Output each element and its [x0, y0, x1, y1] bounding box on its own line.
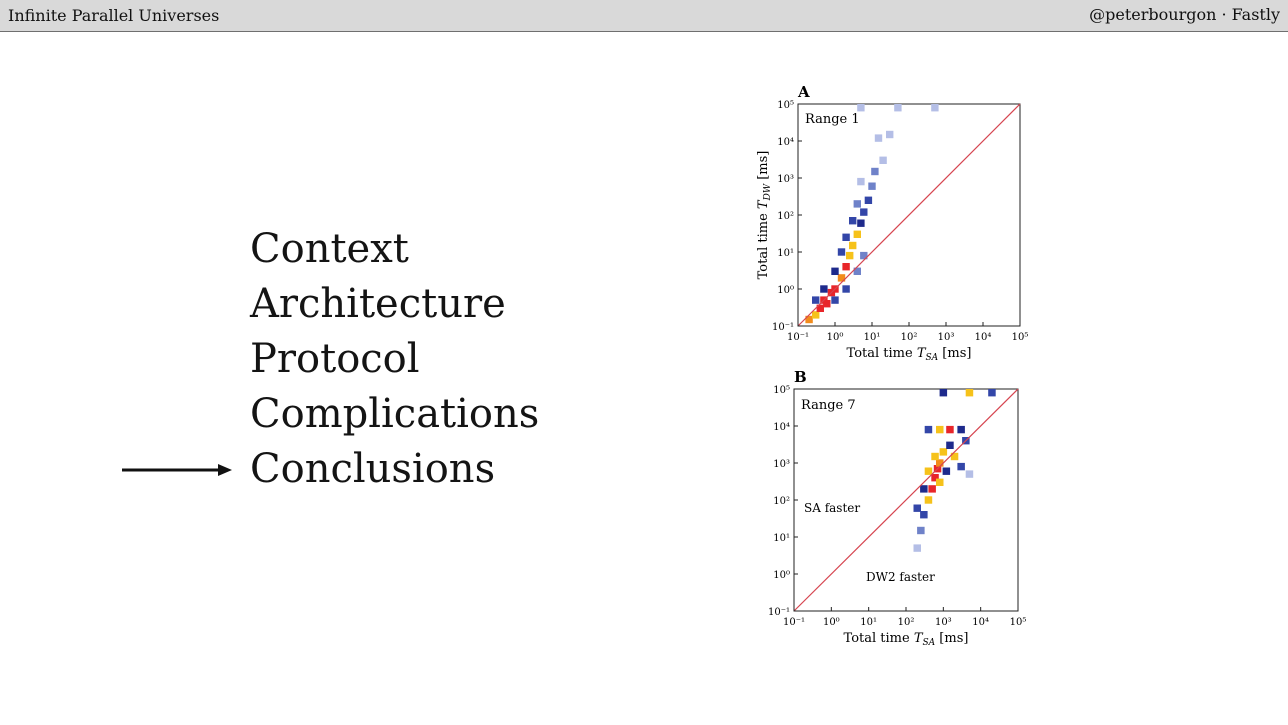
x-axis-label-a: Total time $T_{SA}$ [ms]: [846, 346, 972, 363]
heatmap-cell: [914, 505, 922, 512]
range-label-b: Range 7: [801, 398, 856, 413]
heatmap-cell: [936, 479, 944, 486]
heatmap-cell: [854, 200, 861, 207]
heatmap-cell: [812, 311, 819, 318]
heatmap-cell: [854, 231, 861, 238]
heatmap-cell: [920, 485, 928, 492]
range-label-a: Range 1: [805, 112, 860, 127]
heatmap-cell: [857, 104, 864, 111]
top-bar: [0, 0, 1288, 32]
y-tick-label: 10⁴: [773, 422, 790, 433]
heatmap-cell: [931, 453, 939, 460]
y-tick-label: 10⁰: [777, 285, 794, 296]
x-tick-label: 10¹: [863, 332, 881, 343]
panel-b: [768, 368, 1026, 648]
y-axis-label-a: Total time $T_{DW}$ [ms]: [756, 150, 773, 280]
panel-label-a: A: [798, 83, 810, 101]
heatmap-cell: [940, 389, 948, 396]
y-tick-label: 10¹: [773, 533, 790, 544]
heatmap-cell: [831, 268, 838, 275]
heatmap-cell: [838, 248, 845, 255]
x-tick-label: 10²: [897, 617, 915, 628]
y-tick-label: 10³: [777, 174, 794, 185]
agenda-item-context: Context: [250, 226, 409, 272]
heatmap-cell: [865, 197, 872, 204]
heatmap-cell: [936, 459, 944, 466]
x-tick-label: 10⁴: [972, 617, 990, 628]
heatmap-cell: [842, 234, 849, 241]
x-tick-label: 10³: [937, 332, 955, 343]
heatmap-cell: [812, 296, 819, 303]
y-tick-label: 10²: [773, 496, 790, 507]
heatmap-cell: [842, 285, 849, 292]
heatmap-cell: [940, 448, 948, 455]
heatmap-cell: [875, 134, 882, 141]
heatmap-cell: [886, 131, 893, 138]
heatmap-cell: [914, 544, 922, 551]
heatmap-cell: [823, 300, 830, 307]
heatmap-cell: [860, 208, 867, 215]
y-tick-label: 10⁵: [777, 100, 794, 111]
y-tick-label: 10⁻¹: [771, 322, 794, 333]
agenda-item-complications: Complications: [250, 391, 540, 437]
heatmap-cell: [831, 296, 838, 303]
heatmap-cell: [849, 217, 856, 224]
heatmap-cell: [871, 168, 878, 175]
y-tick-label: 10³: [773, 459, 790, 470]
x-tick-label: 10⁰: [826, 332, 844, 343]
heatmap-cell: [917, 527, 925, 534]
heatmap-cell: [936, 426, 944, 433]
heatmap-cell: [925, 426, 933, 433]
annotation-dw2-faster: DW2 faster: [866, 570, 935, 584]
x-tick-label: 10⁵: [1009, 617, 1027, 628]
heatmap-cell: [943, 468, 951, 475]
heatmap-cell: [957, 463, 965, 470]
heatmap-cell: [925, 496, 933, 503]
y-tick-label: 10⁰: [773, 570, 790, 581]
annotation-sa-faster: SA faster: [804, 501, 861, 515]
y-tick-label: 10²: [777, 211, 794, 222]
presentation-title: Infinite Parallel Universes: [8, 6, 220, 25]
x-tick-label: 10⁵: [1011, 332, 1029, 343]
x-tick-label: 10⁻¹: [786, 332, 810, 343]
agenda-item-conclusions: Conclusions: [250, 446, 496, 492]
heatmap-cell: [857, 178, 864, 185]
heatmap-cell: [849, 242, 856, 249]
x-tick-label: 10²: [900, 332, 918, 343]
heatmap-cell: [842, 263, 849, 270]
heatmap-cell: [846, 252, 853, 259]
heatmap-cell: [988, 389, 996, 396]
y-tick-label: 10⁻¹: [767, 607, 790, 618]
heatmap-cell: [820, 285, 827, 292]
agenda-list: [250, 222, 539, 497]
agenda-item-protocol: Protocol: [250, 336, 420, 382]
heatmap-cell: [966, 470, 974, 477]
x-tick-label: 10⁻¹: [782, 617, 806, 628]
x-axis-label-b: Total time $T_{SA}$ [ms]: [843, 631, 969, 648]
y-tick-label: 10⁵: [773, 385, 790, 396]
heatmap-cell: [894, 104, 901, 111]
panel-label-b: B: [794, 368, 807, 386]
y-tick-label: 10¹: [777, 248, 794, 259]
heatmap-cell: [928, 485, 936, 492]
heatmap-cell: [966, 389, 974, 396]
x-tick-label: 10¹: [860, 617, 878, 628]
author-label: @peterbourgon · Fastly: [1089, 5, 1280, 24]
agenda-item-architecture: Architecture: [250, 281, 506, 327]
heatmap-cell: [931, 104, 938, 111]
y-tick-label: 10⁴: [777, 137, 794, 148]
heatmap-cell: [920, 511, 928, 518]
heatmap-cell: [868, 183, 875, 190]
current-section-arrow-icon: [122, 460, 234, 480]
heatmap-cell: [946, 442, 954, 449]
x-tick-label: 10³: [934, 617, 952, 628]
x-tick-label: 10⁴: [974, 332, 992, 343]
heatmap-cell: [925, 468, 933, 475]
panel-a: [756, 83, 1028, 363]
heatmap-cell: [946, 426, 954, 433]
scaling-heatmap-figure: [750, 78, 1040, 654]
heatmap-cell: [879, 157, 886, 164]
heatmap-cell: [957, 426, 965, 433]
heatmap-cell: [857, 220, 864, 227]
x-tick-label: 10⁰: [822, 617, 840, 628]
